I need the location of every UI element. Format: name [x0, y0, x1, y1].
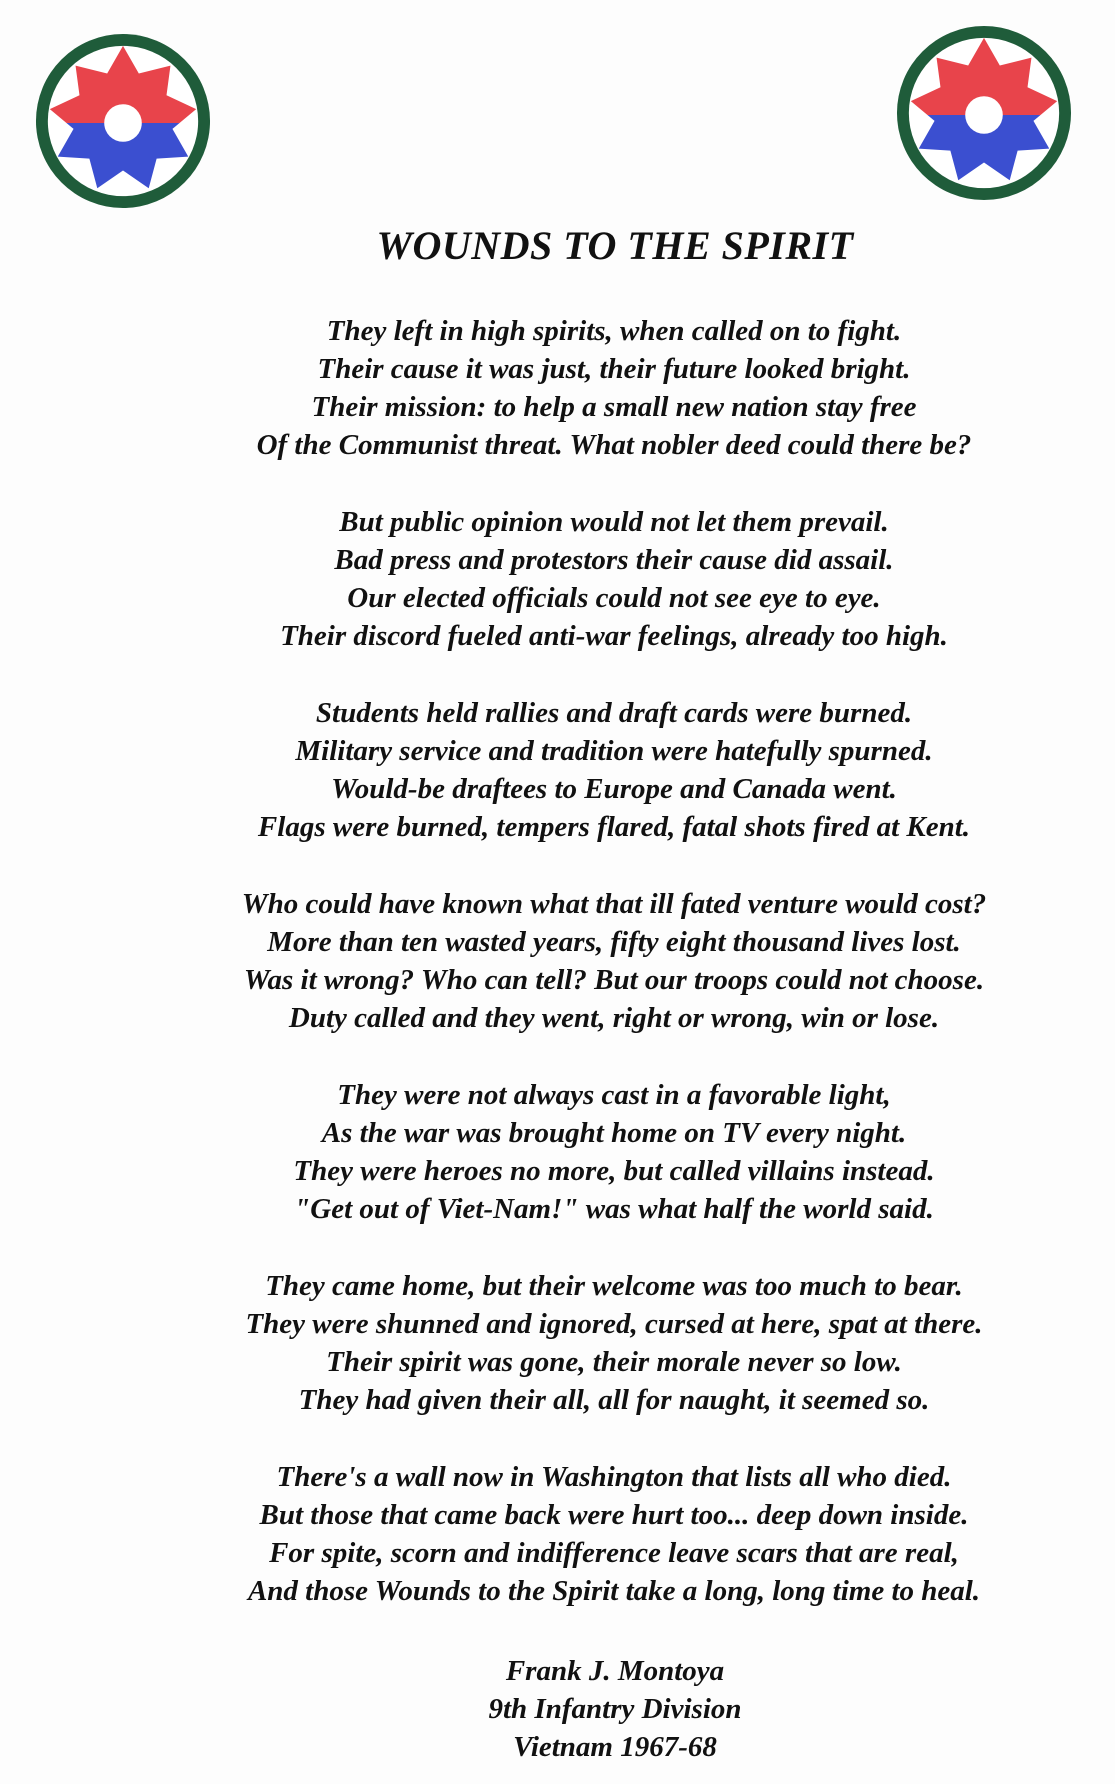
poem-line: But public opinion would not let them prevail. [339, 506, 889, 538]
poem-line: Would-be draftees to Europe and Canada went. [331, 773, 897, 805]
division-patch-left-icon [34, 32, 212, 210]
stanza-5 [0, 1076, 1115, 1228]
stanza-3 [0, 694, 1115, 846]
poem-line: More than ten wasted years, fifty eight thousand lives lost. [267, 926, 961, 958]
poem-line: They were not always cast in a favorable light, [337, 1079, 891, 1111]
poem-line: Of the Communist threat. What nobler deed could there be? [256, 429, 972, 461]
poem-line: Our elected officials could not see eye to eye. [347, 582, 881, 614]
division-patch-right-icon [895, 24, 1073, 202]
poem-line: Students held rallies and draft cards were burned. [315, 697, 913, 729]
author-unit: 9th Infantry Division [488, 1693, 742, 1725]
stanza-6 [0, 1267, 1115, 1419]
poem-title: WOUNDS TO THE SPIRIT [376, 223, 854, 268]
poem-line: They had given their all, all for naught, it seemed so. [298, 1384, 930, 1416]
poem-line: Was it wrong? Who can tell? But our troops could not choose. [243, 964, 985, 996]
poem-line: Military service and tradition were hatefully spurned. [295, 735, 933, 767]
poem-line: They were heroes no more, but called villains instead. [293, 1155, 935, 1187]
poem-line: Their mission: to help a small new nation stay free [311, 391, 917, 423]
signature-block [0, 1652, 1115, 1766]
stanza-4 [0, 885, 1115, 1037]
poem-line: As the war was brought home on TV every night. [321, 1117, 907, 1149]
poem-line: Their cause it was just, their future looked bright. [317, 353, 911, 385]
poem-line: They were shunned and ignored, cursed at here, spat at there. [245, 1308, 983, 1340]
poem-line: Bad press and protestors their cause did assail. [334, 544, 894, 576]
poem-line: There's a wall now in Washington that lists all who died. [276, 1461, 952, 1493]
poem-line: And those Wounds to the Spirit take a long, long time to heal. [247, 1575, 981, 1607]
poem-line: They left in high spirits, when called on to fight. [326, 315, 902, 347]
author-name: Frank J. Montoya [505, 1655, 725, 1687]
stanza-7 [0, 1458, 1115, 1610]
poem-line: "Get out of Viet-Nam!" was what half the world said. [294, 1193, 934, 1225]
stanza-1 [0, 312, 1115, 464]
stanza-2 [0, 503, 1115, 655]
author-service: Vietnam 1967-68 [513, 1731, 717, 1763]
poem-line: Flags were burned, tempers flared, fatal shots fired at Kent. [257, 811, 971, 843]
poem-line: Who could have known what that ill fated venture would cost? [241, 888, 987, 920]
poem-line: They came home, but their welcome was too much to bear. [265, 1270, 963, 1302]
poem-line: Duty called and they went, right or wrong, win or lose. [288, 1002, 940, 1034]
poem-line: Their discord fueled anti-war feelings, already too high. [280, 620, 948, 652]
poem-line: For spite, scorn and indifference leave scars that are real, [269, 1537, 959, 1569]
poem-line: But those that came back were hurt too... deep down inside. [259, 1499, 969, 1531]
poem-body [0, 312, 1115, 1649]
poem-line: Their spirit was gone, their morale never so low. [326, 1346, 902, 1378]
